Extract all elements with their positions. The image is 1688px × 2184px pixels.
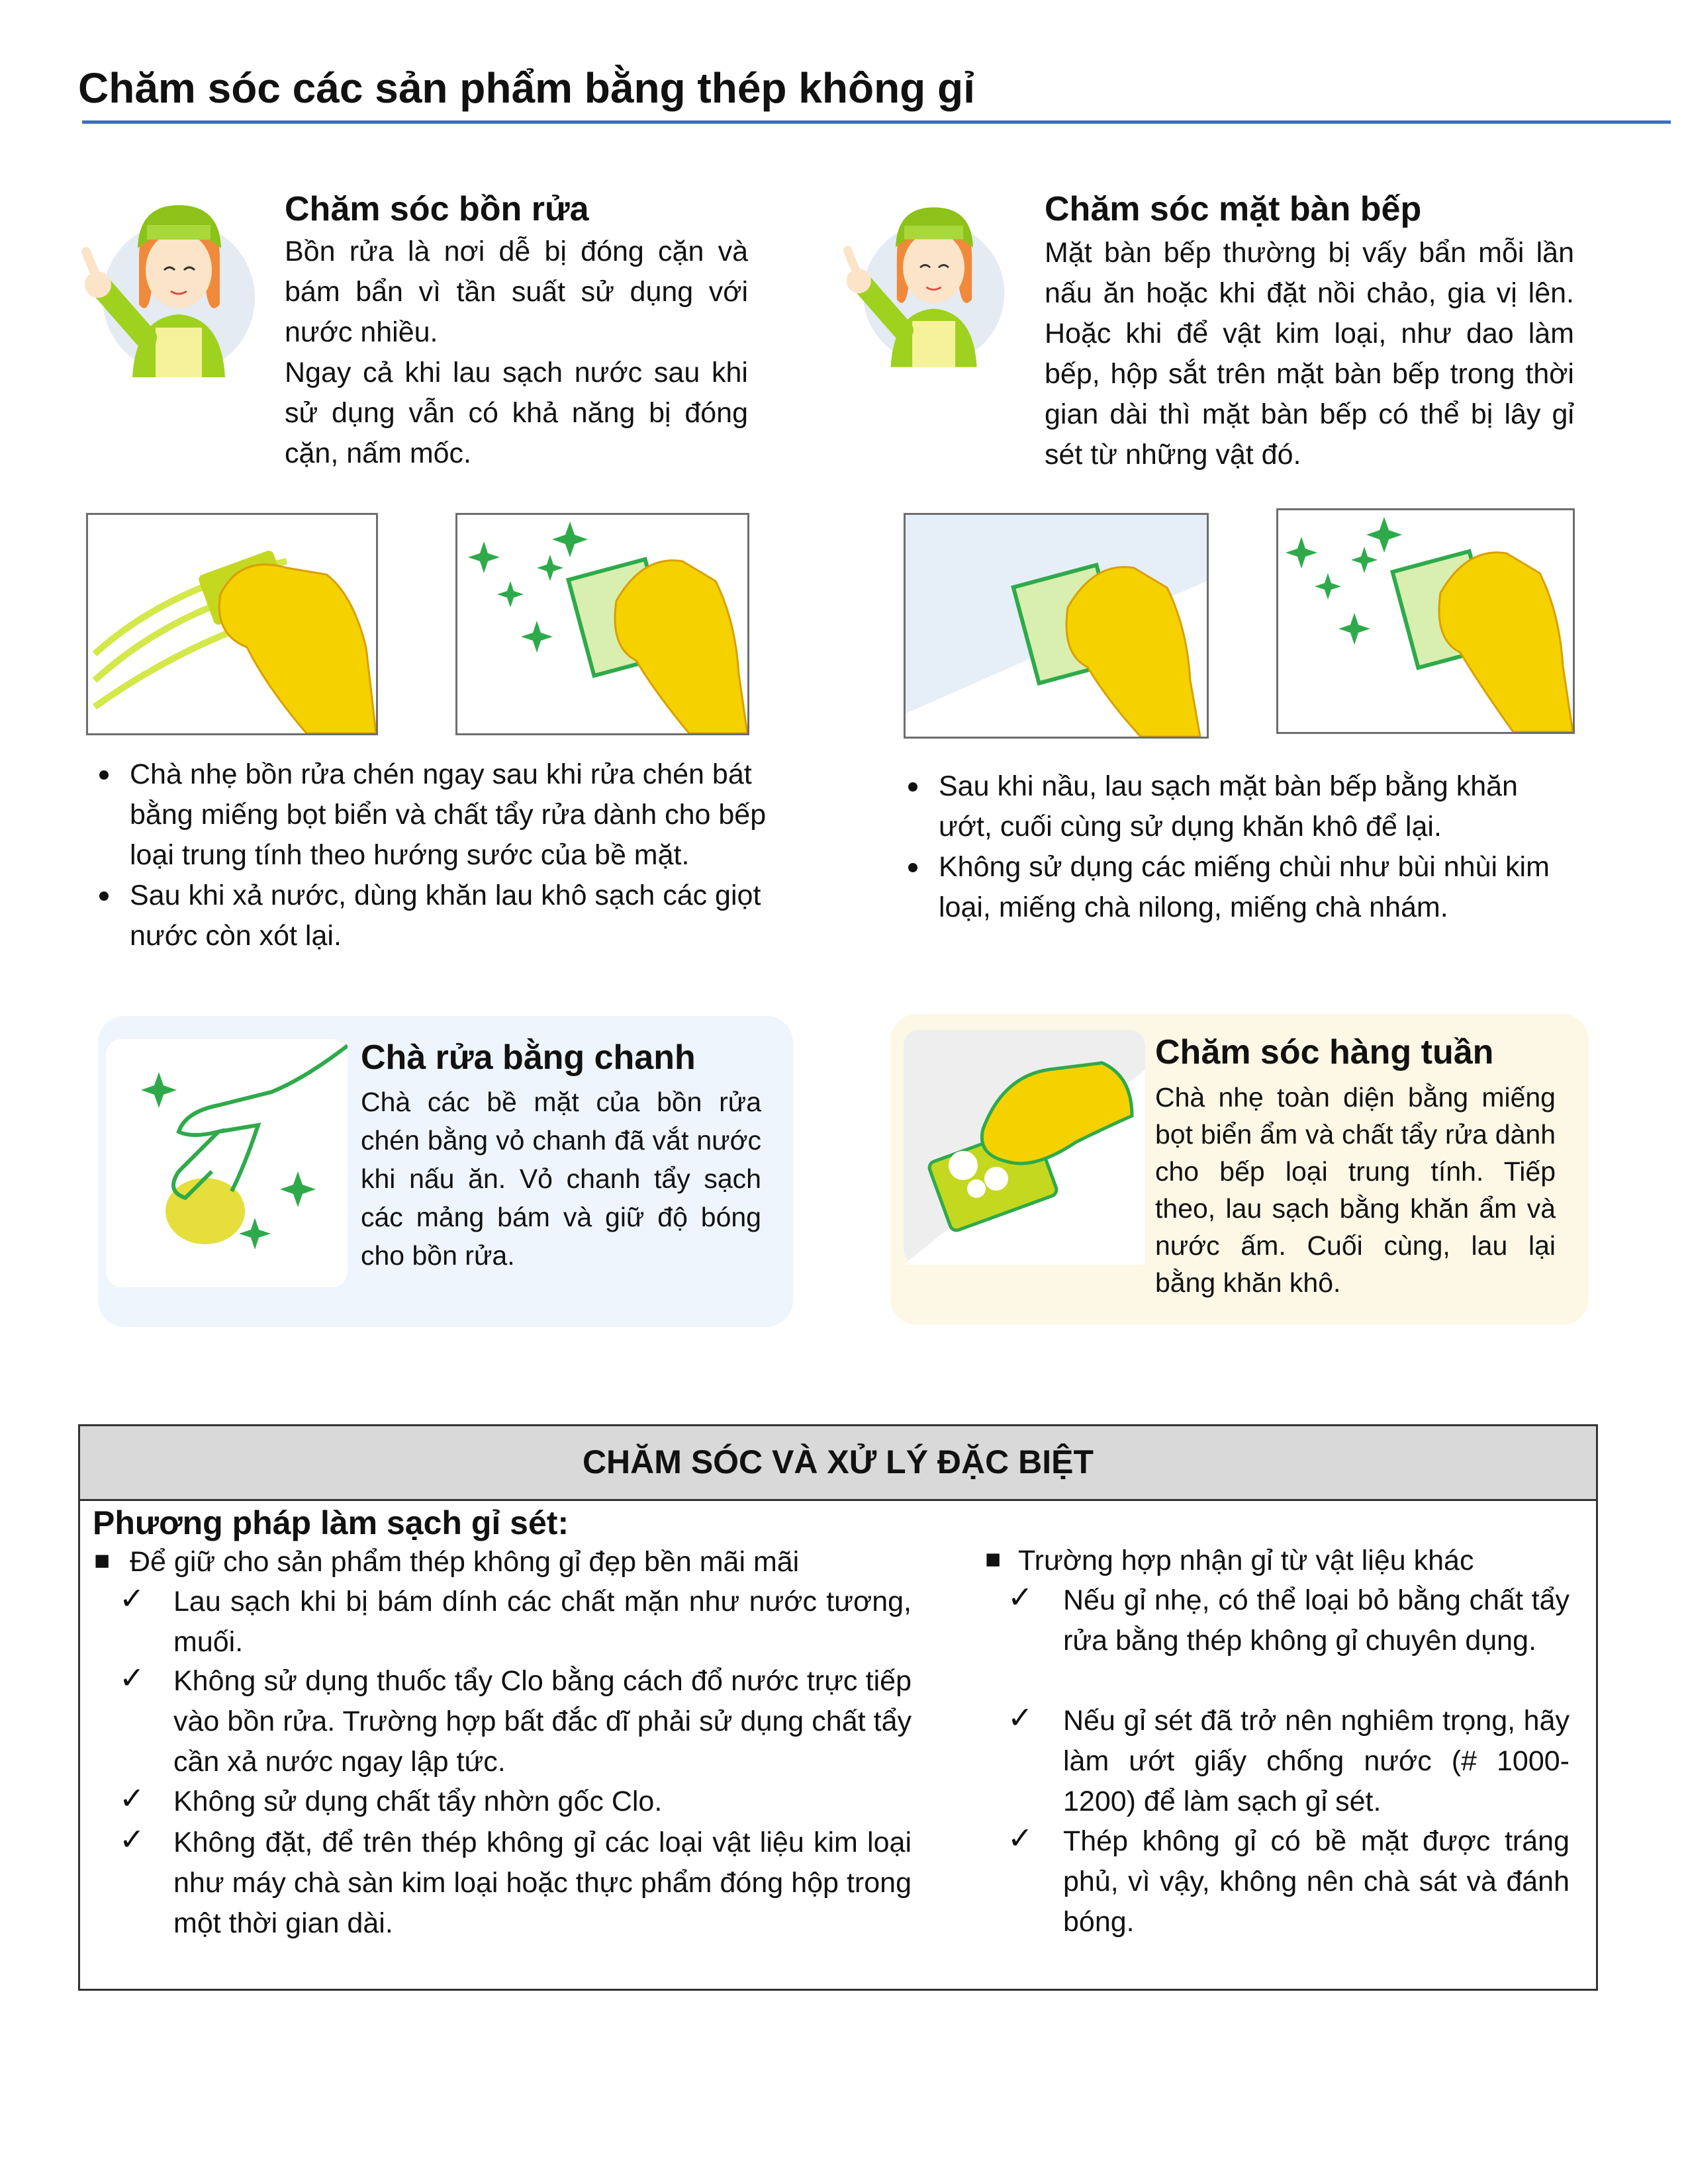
left-item-2: [173, 1661, 912, 1782]
special-care-title: CHĂM SÓC VÀ XỬ LÝ ĐẶC BIỆT: [582, 1443, 1094, 1480]
counter-description: [1045, 233, 1574, 475]
page-title: Chăm sóc các sản phẩm bằng thép không gỉ: [78, 64, 975, 112]
left-item-text: Không sử dụng chất tẩy nhờn gốc Clo.: [173, 1786, 663, 1817]
list-item: Sau khi nầu, lau sạch mặt bàn bếp bằng khăn ướt, cuối cùng sử dụng khăn khô để lại.: [902, 766, 1570, 847]
cloth-wipe-sparkle-illustration: [457, 515, 747, 733]
right-lead: Trường hợp nhận gỉ từ vật liệu khác: [1018, 1545, 1474, 1576]
counter-sparkle-image: [1276, 508, 1575, 734]
weekly-text: [1155, 1079, 1556, 1301]
sink-paragraph-2: Ngay cả khi lau sạch nước sau khi sử dụng vẫn có khả năng bị đóng cặn, nấm mốc.: [285, 357, 748, 469]
left-item-text: Không đặt, để trên thép không gỉ các loại vật liệu kim loại như máy chà sàn kim loại hoặc thực phẩm đóng hộp trong một thời gian dài.: [173, 1827, 912, 1939]
square-bullet-icon: ■: [985, 1545, 1002, 1574]
list-item: Chà nhẹ bồn rửa chén ngay sau khi rửa chén bát bằng miếng bọt biển và chất tẩy rửa dành cho bếp loại trung tính theo hướng sước của bề mặt.: [93, 754, 781, 876]
left-item-text: Lau sạch khi bị bám dính các chất mặn như nước tương, muối.: [173, 1586, 912, 1658]
lemon-heading: Chà rửa bằng chanh: [361, 1038, 696, 1077]
lemon-text: [361, 1083, 761, 1275]
checkmark-icon: ✓: [119, 1581, 145, 1615]
checkmark-icon: ✓: [119, 1661, 145, 1695]
sink-heading: Chăm sóc bồn rửa: [285, 190, 589, 228]
checkmark-icon: ✓: [119, 1781, 145, 1815]
right-item-1: [1063, 1580, 1570, 1661]
weekly-paragraph: Chà nhẹ toàn diện bằng miếng bọt biển ẩm và chất tẩy rửa dành cho bếp loại trung tính. Tiếp theo, lau sạch bằng khăn ẩm và nước ấm. Cuối cùng, lau lại bằng khăn khô.: [1155, 1082, 1556, 1298]
left-item-3: [173, 1782, 912, 1822]
right-item-3: [1063, 1821, 1570, 1942]
title-underline: [82, 120, 1671, 124]
counter-paragraph-1: Mặt bàn bếp thường bị vấy bẩn mỗi lần nấu ăn hoặc khi đặt nồi chảo, gia vị lên. Hoặc khi để vật kim loại, như dao làm bếp, hộp sắt trên mặt bàn bếp trong thời gian dài thì mặt bàn bếp có thể bị lây gỉ sét từ những vật đó.: [1045, 237, 1574, 471]
weekly-heading: Chăm sóc hàng tuần: [1155, 1033, 1494, 1071]
sink-tips-list: [93, 754, 781, 956]
lemon-scrub-illustration: [106, 1039, 348, 1287]
cloth-wipe-sparkle-illustration: [1278, 510, 1573, 732]
sponge-scrub-illustration: [88, 515, 376, 733]
left-item-4: [173, 1823, 912, 1944]
left-item-1: [173, 1582, 912, 1662]
counter-tips-list: [902, 766, 1570, 928]
checkmark-icon: ✓: [119, 1822, 145, 1856]
square-bullet-icon: ■: [94, 1546, 111, 1575]
counter-cloth-illustration: [906, 515, 1207, 737]
checkmark-icon: ✓: [1008, 1821, 1033, 1855]
list-item: Sau khi xả nước, dùng khăn lau khô sạch các giọt nước còn xót lại.: [93, 876, 781, 956]
sink-paragraph-1: Bồn rửa là nơi dễ bị đóng cặn và bám bẩn vì tần suất sử dụng với nước nhiều.: [285, 236, 748, 348]
left-lead: Để giữ cho sản phẩm thép không gỉ đẹp bền mãi mãi: [130, 1546, 800, 1578]
counter-wipe-image: [904, 513, 1209, 739]
woman-pointing-illustration: [73, 185, 258, 377]
woman-pointing-illustration: [835, 185, 1008, 371]
right-item-text: Nếu gỉ sét đã trở nên nghiêm trọng, hãy làm ướt giấy chống nước (# 1000-1200) để làm sạch gỉ sét.: [1063, 1705, 1570, 1817]
lemon-paragraph: Chà các bề mặt của bồn rửa chén bằng vỏ chanh đã vắt nước khi nấu ăn. Vỏ chanh tẩy sạch các mảng bám và giữ độ bóng cho bồn rửa.: [361, 1087, 761, 1271]
lemon-image: [106, 1039, 348, 1287]
right-item-text: Thép không gỉ có bề mặt được tráng phủ, vì vậy, không nên chà sát và đánh bóng.: [1063, 1825, 1570, 1938]
sink-wipe-image: [455, 513, 749, 735]
checkmark-icon: ✓: [1008, 1700, 1033, 1735]
sink-scrub-image: [86, 513, 378, 735]
weekly-image: [904, 1030, 1145, 1265]
rust-method-heading: Phương pháp làm sạch gỉ sét:: [93, 1504, 569, 1541]
list-item: Không sử dụng các miếng chùi như bùi nhùi kim loại, miếng chà nilong, miếng chà nhám.: [902, 847, 1570, 928]
checkmark-icon: ✓: [1008, 1580, 1033, 1614]
sponge-scrub-illustration: [904, 1030, 1145, 1265]
right-item-2: [1063, 1701, 1570, 1822]
right-item-text: Nếu gỉ nhẹ, có thể loại bỏ bằng chất tẩy rửa bằng thép không gỉ chuyên dụng.: [1063, 1584, 1570, 1657]
counter-heading: Chăm sóc mặt bàn bếp: [1045, 190, 1422, 228]
sink-description: [285, 232, 748, 474]
left-item-text: Không sử dụng thuốc tẩy Clo bằng cách đổ nước trực tiếp vào bồn rửa. Trường hợp bất đắc dĩ phải sử dụng chất tẩy cần xả nước ngay lập tức.: [173, 1665, 912, 1778]
